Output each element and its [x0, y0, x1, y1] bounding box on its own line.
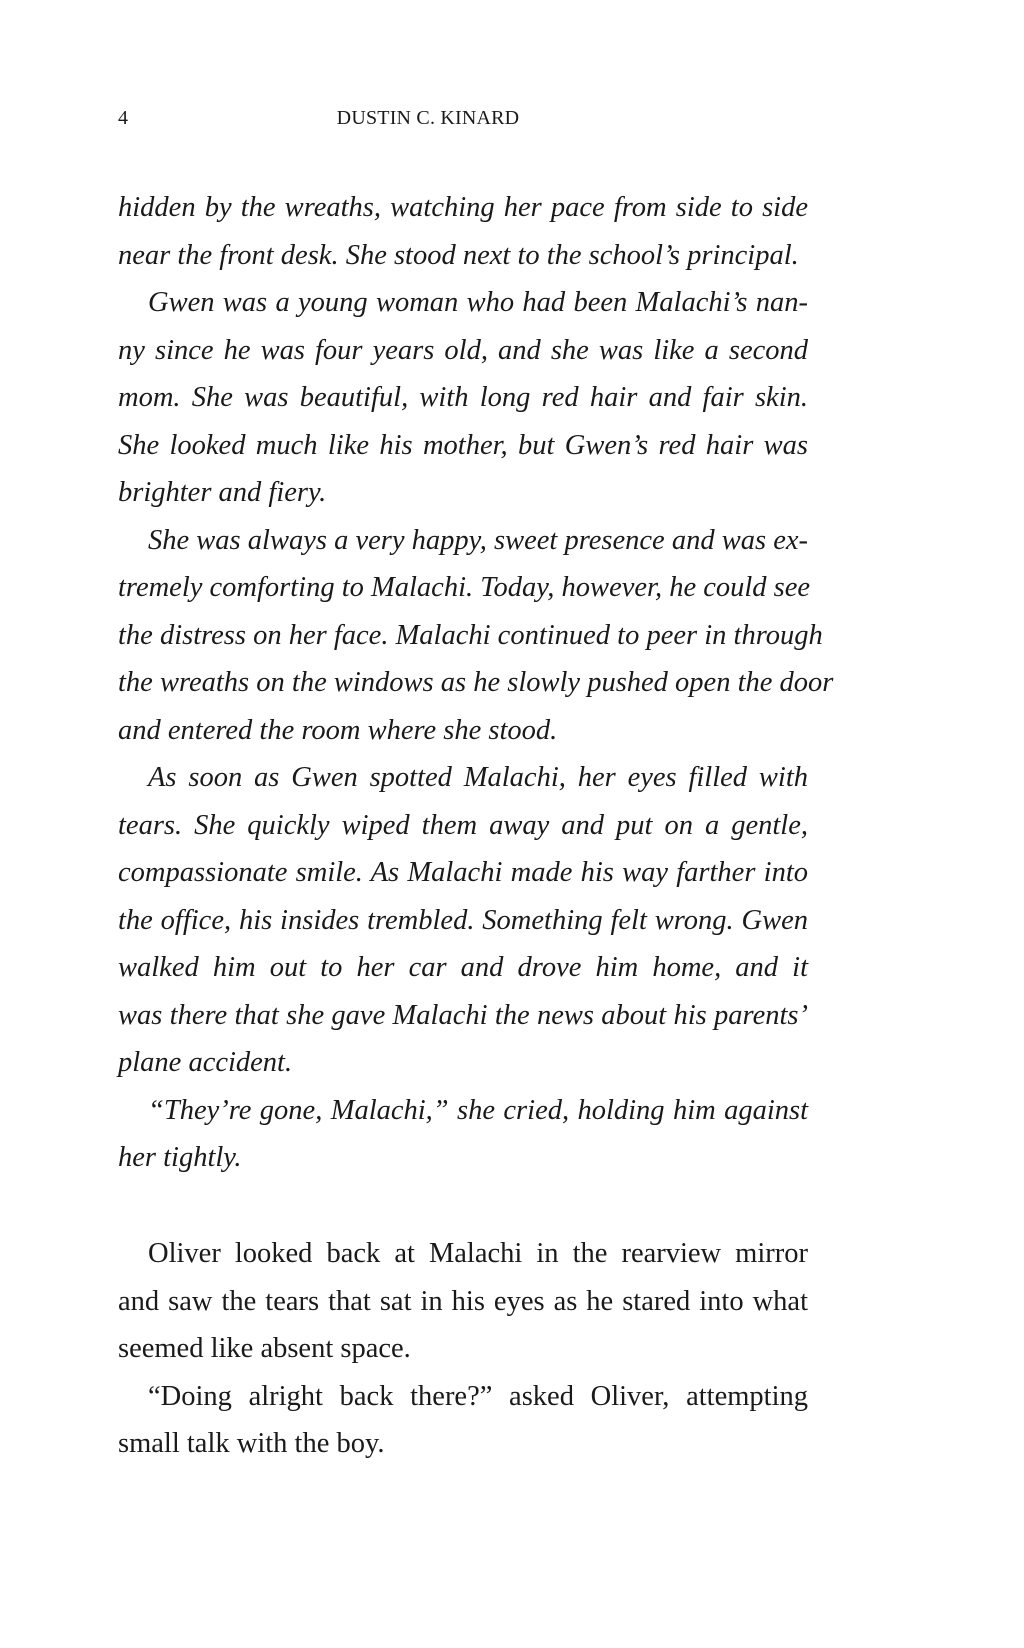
- text-line: the distress on her face. Malachi continued to peer in through: [118, 619, 823, 651]
- text-line: hidden by the wreaths, watching her pace from side to side: [118, 192, 808, 223]
- page-number: 4: [118, 107, 128, 129]
- italic-flashback-section: [118, 184, 834, 1182]
- text-line: ny since he was four years old, and she was like a second: [118, 334, 808, 366]
- text-line: the wreaths on the windows as he slowly pushed open the door: [118, 667, 834, 698]
- text-line: brighter and fiery.: [118, 477, 327, 508]
- text-line: plane accident.: [118, 1047, 293, 1078]
- text-line: mom. She was beautiful, with long red hair and fair skin.: [118, 382, 808, 413]
- text-line: was there that she gave Malachi the news about his parents’: [118, 999, 808, 1031]
- text-line: the office, his insides trembled. Something felt wrong. Gwen: [118, 904, 808, 936]
- text-line: “They’re gone, Malachi,” she cried, holding him against: [148, 1094, 808, 1126]
- roman-narrative-section: [118, 1230, 808, 1468]
- text-line: She was always a very happy, sweet presence and was ex-: [148, 524, 808, 556]
- text-line: Oliver looked back at Malachi in the rearview mirror: [148, 1238, 808, 1269]
- text-line: She looked much like his mother, but Gwen’s red hair was: [118, 429, 808, 461]
- text-line: near the front desk. She stood next to the school’s principal.: [118, 239, 799, 271]
- text-line: small talk with the boy.: [118, 1428, 385, 1459]
- text-line: tears. She quickly wiped them away and put on a gentle,: [118, 809, 808, 841]
- author-name: DUSTIN C. KINARD: [336, 107, 520, 129]
- text-line: Gwen was a young woman who had been Malachi’s nan-: [148, 287, 808, 318]
- text-line: walked him out to her car and drove him home, and it: [118, 952, 808, 983]
- text-line: “Doing alright back there?” asked Oliver, attempting: [148, 1380, 808, 1412]
- text-line: and saw the tears that sat in his eyes as he stared into what: [118, 1285, 808, 1317]
- text-line: seemed like absent space.: [118, 1333, 411, 1364]
- text-line: tremely comforting to Malachi. Today, however, he could see: [118, 572, 811, 603]
- running-head: [118, 107, 808, 133]
- text-line: As soon as Gwen spotted Malachi, her eyes filled with: [148, 762, 808, 793]
- text-line: compassionate smile. As Malachi made his way farther into: [118, 857, 808, 888]
- text-line: and entered the room where she stood.: [118, 714, 558, 746]
- text-line: her tightly.: [118, 1142, 242, 1173]
